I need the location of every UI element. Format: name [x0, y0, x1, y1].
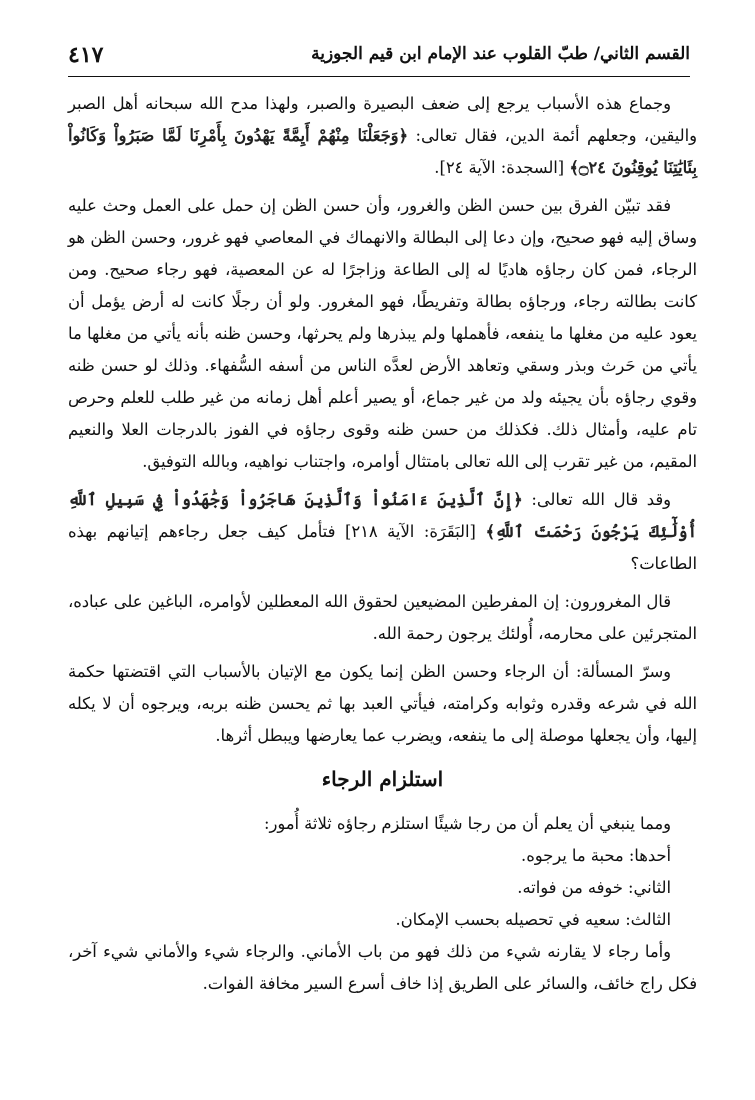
list-item: الثاني: خوفه من فواته.: [517, 878, 671, 897]
list-item: أحدها: محبة ما يرجوه.: [521, 846, 671, 865]
list-item: الثالث: سعيه في تحصيله بحسب الإمكان.: [395, 910, 671, 929]
quran-verse-baqara: ﴿إِنَّ ٱلَّذِينَ ءَامَنُواْ وَٱلَّذِينَ هَاجَرُواْ وَجَٰهَدُواْ فِي سَبِيلِ ٱللَّهِ أُوْلَٰٓئِكَ يَرْجُونَ رَحْمَتَ ٱللَّهِ﴾: [68, 490, 697, 541]
paragraph-5: وسرّ المسألة: أن الرجاء وحسن الظن إنما يكون مع الإتيان بالأسباب التي اقتضتها حكمة الله في شرعه وقدره وثوابه وكرامته، فيأتي العبد بها ثم يحسن ظنه بربه، ويرجوه أن لا يكله إليها، وأن يجعلها موصلة إلى ما ينفعه، ويضرب عما يعارضها ويبطل أثرها.: [68, 662, 697, 745]
paragraph-3-text-b: [البَقَرَة: الآية ٢١٨] فتأمل كيف جعل رجاءهم إتيانهم بهذه الطاعات؟: [68, 522, 697, 573]
paragraph-1-text-b: [السجدة: الآية ٢٤].: [434, 158, 570, 177]
section-intro: ومما ينبغي أن يعلم أن من رجا شيئًا استلزم رجاؤه ثلاثة أُمور:: [264, 814, 671, 833]
paragraph-3-text-a: وقد قال الله تعالى:: [522, 490, 671, 509]
paragraph-2: فقد تبيّن الفرق بين حسن الظن والغرور، وأن حسن الظن إن حمل على العمل وحث عليه وساق إليه فهو صحيح، وإن دعا إلى البطالة والانهماك في المعاصي فهو غرور، وحسن الظن هو الرجاء، فمن كان رجاؤه هاديًا له إلى الطاعة وزاجرًا له عن المعصية، فهو رجاء صحيح. ومن كانت بطالته رجاء، ورجاؤه بطالة وتفريطًا، فهو المغرور. ولو أن رجلًا كانت له أرض يؤمل أن يعود عليه من مغلها ما ينفعه، فأهملها ولم يبذرها ولم يحرثها، وحسن ظنه بأنه يأتي من مغلها ما يأتي من حَرث وبذر وسقي وتعاهد الأرض لعدَّه الناس من أسفه السُّفهاء. وذلك لو حسن ظنه وقوي رجاؤه بأن يجيئه ولد من غير جماع، أو يصير أعلم أهل زمانه من غير طلب للعلم وحرص تام عليه، وأمثال ذلك. فكذلك من حسن ظنه وقوى رجاؤه في الفوز بالدرجات العلا والنعيم المقيم، من غير تقرب إلى الله تعالى بامتثال أوامره، واجتناب نواهيه، وبالله التوفيق.: [68, 196, 697, 471]
quran-verse-sajda: ﴿وَجَعَلْنَا مِنْهُمْ أَيِمَّةً يَهْدُونَ بِأَمْرِنَا لَمَّا صَبَرُواْ وَكَانُواْ بِئَايَٰتِنَا يُوقِنُونَ ۝٢٤﴾: [68, 126, 697, 177]
paragraph-4: قال المغرورون: إن المفرطين المضيعين لحقوق الله المعطلين لأوامره، الباغين على عباده، المتجرئين على محارمه، أُولئك يرجون رحمة الله.: [67, 592, 697, 643]
section-closing: وأما رجاء لا يقارنه شيء من ذلك فهو من باب الأماني. والرجاء شيء والأماني شيء آخر، فكل راج خائف، والسائر على الطريق إذا خاف أسرع السير مخافة الفوات.: [68, 942, 697, 993]
running-title: القسم الثاني/ طبّ القلوب عند الإمام ابن قيم الجوزية: [311, 44, 690, 64]
page-header: [68, 40, 690, 77]
paragraph-3: [68, 484, 697, 580]
paragraph-1: [68, 88, 697, 184]
section-title: استلزام الرجاء: [321, 767, 444, 791]
page-number: ٤١٧: [68, 42, 104, 68]
paragraph-1-text-a: وجماع هذه الأسباب يرجع إلى ضعف البصيرة والصبر، ولهذا مدح الله سبحانه أهل الصبر واليقين، وجعلهم أئمة الدين، فقال تعالى:: [68, 94, 697, 145]
page-body: [68, 88, 697, 1006]
